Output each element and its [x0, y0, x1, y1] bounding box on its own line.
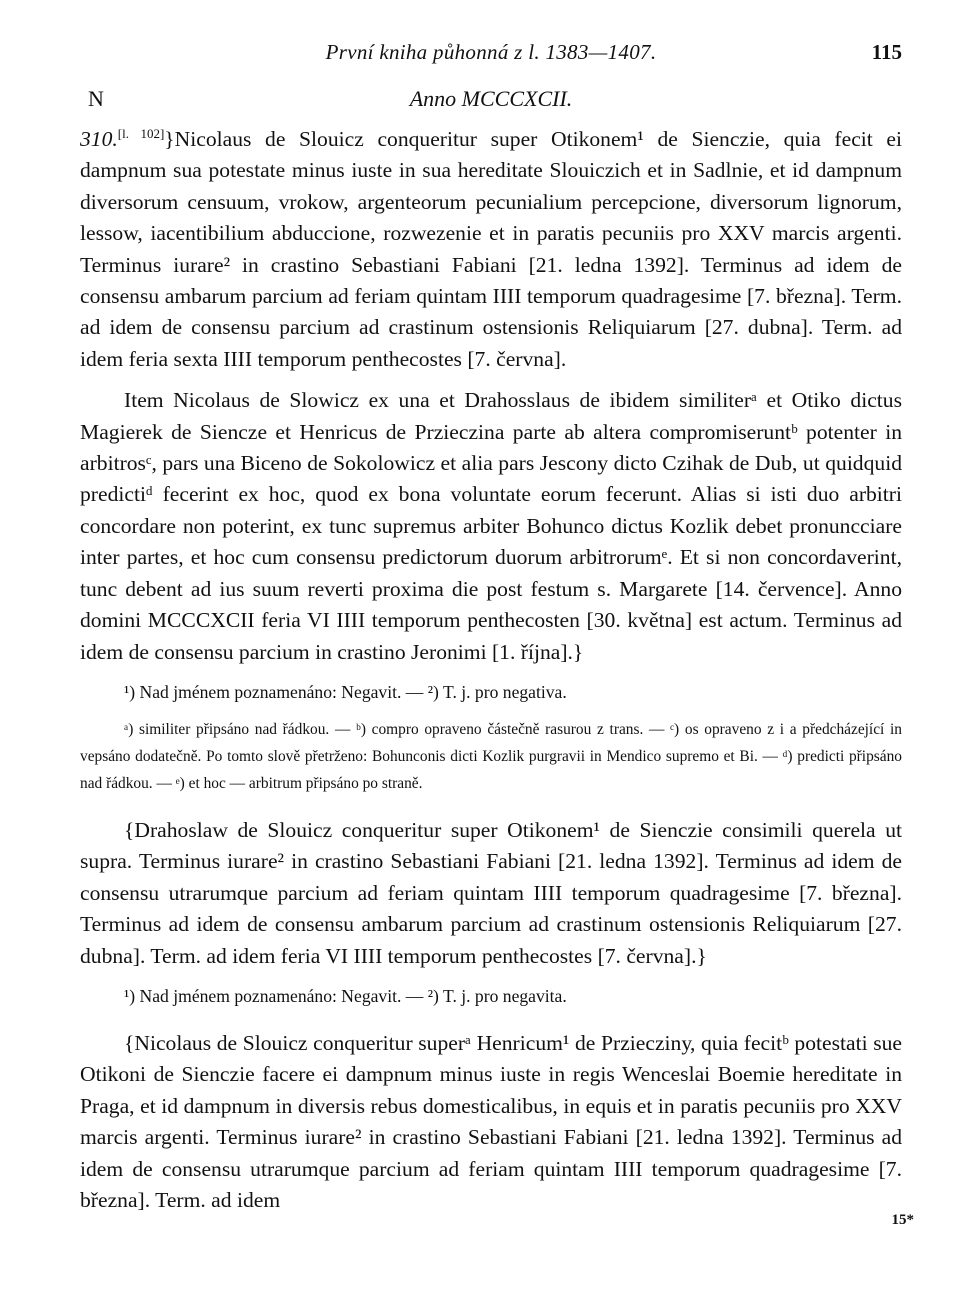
- entry-folio-ref: [l. 102]: [117, 125, 165, 141]
- entry-2-footnote: ¹) Nad jménem poznamenáno: Negavit. — ²) T. j. pro negavita.: [124, 985, 567, 1006]
- entry-3-paragraph: {Nicolaus de Slouicz conqueritur superᵃ Henricum¹ de Przieczinу, quia fecitᵇ potestati sue Otikoni de Sienczie facere ei dampnum minus iuste in regis Wenceslai Boemie hereditate in Praga, et id dampnum in diversis rebus domesticalibus, in equis et in paratis pecuniis pro XXV marcis argenti. Terminus iurare² in crastino Sebastiani Fabiani [21. ledna 1392]. Terminus ad idem de consensu utrarumque parcium ad feriam quintam IIII temporum quadragesime [7. března]. Term. ad idem: [80, 1030, 902, 1212]
- entry-2-paragraph: {Drahoslaw de Slouicz conqueritur super Otikonem¹ de Sienczie consimili querela ut supra. Terminus iurare² in crastino Sebastiani Fabiani [21. ledna 1392]. Terminus ad idem de consensu utrarumque parcium ad feriam quintam IIII temporum quadragesime [7. března]. Terminus ad idem de consensu ambarum parcium ad crastinum ostensionis Reliquiarum [27. dubna]. Term. ad idem feria VI IIII temporum penthecostes [7. června].}: [80, 817, 902, 968]
- entry-310-text-1: }Nicolaus de Slouicz conqueritur super Otikonem¹ de Sienczie, quia fecit ei dampnum sua potestate minus iuste in sua hereditate Slouiczich et in Sadlnie, et id dampnum diversorum censuum, vrokow, argenteorum pecunialium percepcione, diversorum lignorum, lessow, iacentibilium abduccione, rozwezenie et in paratis pecuniis pro XXV marcis argenti. Terminus iurare² in crastino Sebastiani Fabiani [21. ledna 1392]. Terminus ad idem de consensu ambarum parcium ad feriam quintam IIII temporum quadragesime [7. března]. Term. ad idem de consensu parcium ad crastinum ostensionis Reliquiarum [27. dubna]. Term. ad idem feria sexta IIII temporum penthecostes [7. června].: [80, 127, 902, 371]
- document-page: [80, 40, 902, 1216]
- entry-310-paragraph-2: Item Nicolaus de Slowicz ex una et Drahosslaus de ibidem similiterᵃ et Otiko dictus Magierek de Siencze et Henricus de Przieczina parte ab altera compromiseruntᵇ potenter in arbitrosᶜ, pars una Biceno de Sokolowicz et alia pars Jescony dicto Czihak de Dub, ut quidquid predictiᵈ fecerint ex hoc, quod ex bona voluntate eorum fecerunt. Alias si isti duo arbitri concordare non poterint, ex tunc supremus arbiter Bohunco dictus Kozlik debet pronuncciare inter partes, et hoc cum consensu predictorum duorum arbitrorumᵉ. Et si non concordaverint, tunc debent ad ius suum reverti proxima die post festum s. Margarete [14. července]. Anno domini MCCCXCII feria VI IIII temporum penthecosten [30. května] est actum. Terminus ad idem de consensu parcium in crastino Jeronimi [1. října].}: [80, 388, 902, 664]
- entry-310-variant-notes: ᵃ) similiter připsáno nad řádkou. — ᵇ) compro opraveno částečně rasurou z trans. — ᶜ) os opraveno z i a předcházející in vepsáno dodatečně. Po tomto slově přetrženo: Bohunconis dicti Kozlik purgravii in Mendico supremo et Bi. — ᵈ) predicti připsáno nad řádkou. — ᵉ) et hoc — arbitrum připsáno po straně.: [80, 720, 902, 792]
- running-title: První kniha půhonná z l. 1383—1407.: [325, 40, 657, 64]
- running-head: [80, 40, 902, 84]
- section-head: [80, 84, 902, 124]
- entry-310-footnote: ¹) Nad jménem poznamenáno: Negavit. — ²) T. j. pro negativa.: [124, 681, 567, 702]
- entry-310-paragraph-1: [80, 124, 902, 375]
- entry-number: 310.: [80, 127, 118, 151]
- side-mark: N: [88, 86, 104, 111]
- signature-mark: 15*: [891, 1212, 914, 1228]
- year-heading: Anno MCCCXCII.: [409, 86, 573, 111]
- page-number: 115: [871, 40, 902, 64]
